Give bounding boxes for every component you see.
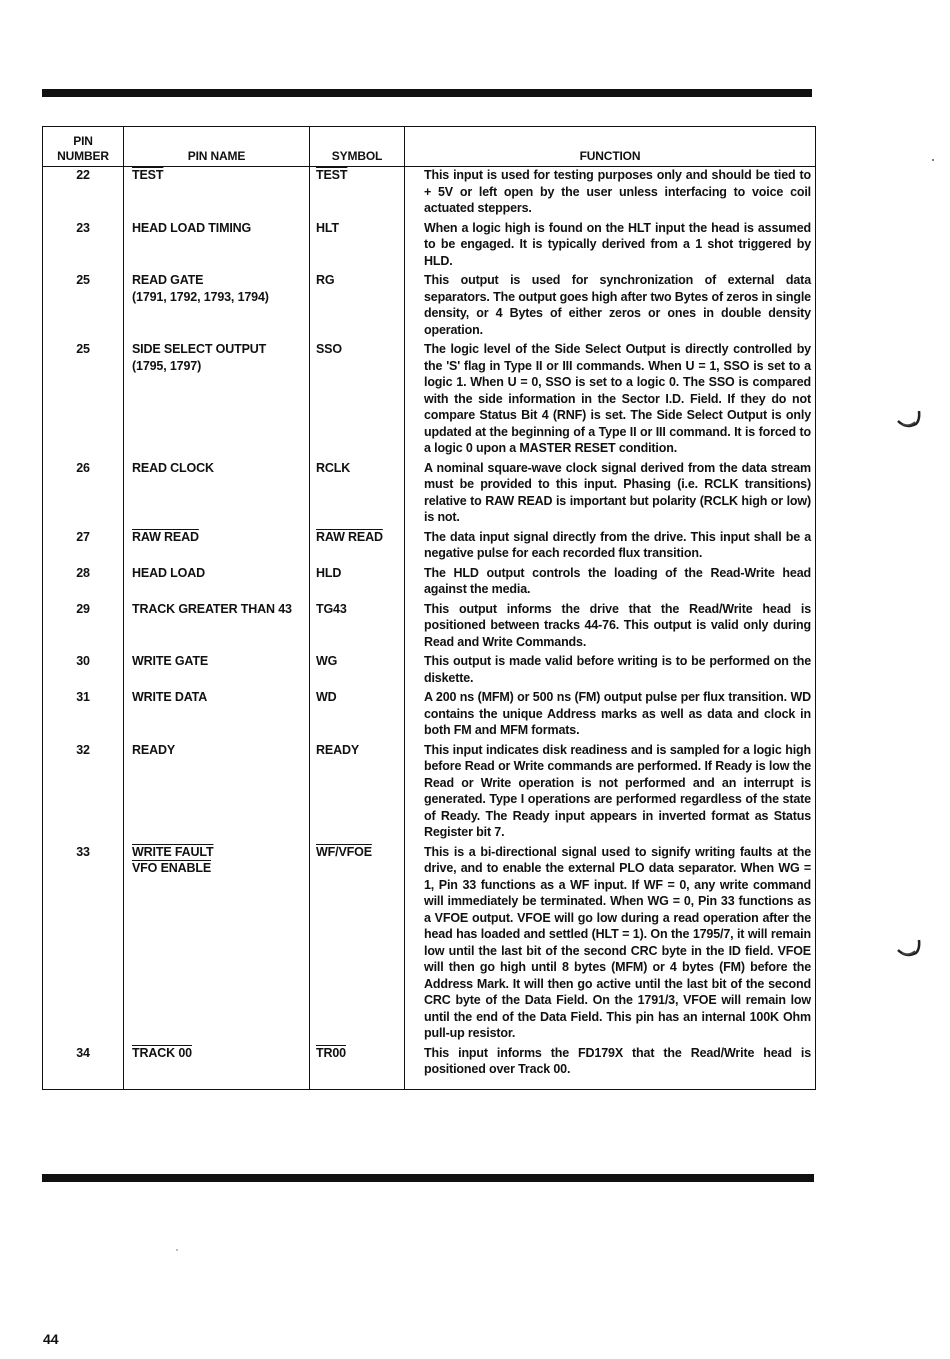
table-row xyxy=(43,167,816,220)
table-row xyxy=(43,341,816,460)
table-row xyxy=(43,220,816,273)
pin-symbol: WG xyxy=(310,653,405,689)
top-rule xyxy=(42,89,812,97)
pin-name xyxy=(124,601,310,654)
pin-number: 27 xyxy=(43,529,124,565)
pin-symbol: WD xyxy=(310,689,405,742)
pin-symbol: SSO xyxy=(310,341,405,460)
pin-name-line: RAW READ xyxy=(132,529,199,544)
pin-name-line: SIDE SELECT OUTPUT xyxy=(132,342,267,356)
pin-function: This input informs the FD179X that the Read/Write head is positioned over Track 00. xyxy=(405,1045,816,1090)
pin-number: 23 xyxy=(43,220,124,273)
pin-symbol: RCLK xyxy=(310,460,405,529)
pin-name-line: WRITE FAULT xyxy=(132,844,214,859)
table-row xyxy=(43,653,816,689)
binding-mark-icon xyxy=(896,934,922,960)
table-row xyxy=(43,565,816,601)
pin-name-line: READ CLOCK xyxy=(132,460,214,475)
table-row xyxy=(43,1045,816,1090)
table-row xyxy=(43,601,816,654)
pin-number: 22 xyxy=(43,167,124,220)
pin-number: 31 xyxy=(43,689,124,742)
pin-name-line: (1795, 1797) xyxy=(132,358,202,373)
pin-name xyxy=(124,565,310,601)
pin-name xyxy=(124,341,310,460)
header-symbol: SYMBOL xyxy=(310,127,405,167)
pin-function: This output is made valid before writing is to be performed on the diskette. xyxy=(405,653,816,689)
speck-mark xyxy=(176,1249,178,1251)
pin-symbol: RG xyxy=(310,272,405,341)
pin-number: 28 xyxy=(43,565,124,601)
table-row xyxy=(43,272,816,341)
pin-symbol: HLT xyxy=(310,220,405,273)
pin-name-line: WRITE GATE xyxy=(132,654,209,668)
pin-name-line: READ GATE xyxy=(132,273,204,287)
pin-function: The logic level of the Side Select Output is directly controlled by the 'S' flag in Type II or III commands. When U = 1, SSO is set to a logic 1. When U = 0, SSO is set to a logic 0. The SSO is compared with the side information in the Sector I.D. Field. If they do not compare Status Bit 4 (RNF) is set. The Side Select Output is only updated at the beginning of a Type II or III command. It is forced to a logic 0 upon a MASTER RESET condition. xyxy=(405,341,816,460)
pin-name-line: HEAD LOAD TIMING xyxy=(132,220,252,235)
table-row xyxy=(43,460,816,529)
table-row xyxy=(43,742,816,844)
binding-mark-icon xyxy=(896,405,922,431)
pin-name xyxy=(124,742,310,844)
pin-name-line: TEST xyxy=(132,168,164,182)
pin-number: 33 xyxy=(43,844,124,1045)
pin-name xyxy=(124,689,310,742)
pin-name-line: TRACK GREATER THAN 43 xyxy=(132,601,292,616)
pin-name-line: READY xyxy=(132,742,176,757)
pin-symbol: WF/VFOE xyxy=(310,844,405,1045)
pin-symbol: TG43 xyxy=(310,601,405,654)
pin-name xyxy=(124,653,310,689)
table-header-row xyxy=(43,127,816,167)
pin-name-line: VFO ENABLE xyxy=(132,861,212,875)
table-row xyxy=(43,844,816,1045)
header-pin-number-line2: NUMBER xyxy=(57,149,109,163)
pin-name-line: TRACK 00 xyxy=(132,1045,192,1060)
pin-function: The HLD output controls the loading of the Read-Write head against the media. xyxy=(405,565,816,601)
pin-number: 32 xyxy=(43,742,124,844)
pin-number: 34 xyxy=(43,1045,124,1090)
pin-number: 30 xyxy=(43,653,124,689)
pin-name xyxy=(124,460,310,529)
table-row xyxy=(43,689,816,742)
header-pin-number-line1: PIN xyxy=(73,134,93,148)
table-row xyxy=(43,529,816,565)
pin-symbol: TR00 xyxy=(310,1045,405,1090)
pin-function: This output is used for synchronization of external data separators. The output goes high after two Bytes of zeros in single density, or 4 Bytes of either zeros or ones in double density operation. xyxy=(405,272,816,341)
pin-name xyxy=(124,1045,310,1090)
pin-symbol: TEST xyxy=(310,167,405,220)
pin-function: This output informs the drive that the Read/Write head is positioned between tracks 44-76. This output is valid only during Read and Write Commands. xyxy=(405,601,816,654)
pin-symbol: RAW READ xyxy=(310,529,405,565)
pin-name xyxy=(124,844,310,1045)
pin-function: This input is used for testing purposes only and should be tied to + 5V or left open by the user unless interfacing to voice coil actuated steppers. xyxy=(405,167,816,220)
pin-symbol: HLD xyxy=(310,565,405,601)
page-number: 44 xyxy=(43,1331,59,1347)
pin-name xyxy=(124,220,310,273)
table-body xyxy=(43,167,816,1090)
pin-number: 25 xyxy=(43,341,124,460)
pin-number: 25 xyxy=(43,272,124,341)
speck-mark xyxy=(932,159,934,161)
pin-function: This is a bi-directional signal used to signify writing faults at the drive, and to enable the external PLO data separator. When WG = 1, Pin 33 functions as a WF input. If WF = 0, any write command will immediately be terminated. When WG = 0, Pin 33 functions as a VFOE output. VFOE will go low during a read operation after the head has loaded and settled (HLT = 1). On the 1795/7, it will remain low until the last bit of the second CRC byte in the ID field. VFOE will then go high until 8 bytes (MFM) or 4 bytes (FM) before the Address Mark. It will then go active until the last bit of the second CRC byte of the Data Field. On the 1791/3, VFOE will remain low until the end of the Data Field. This pin has an internal 100K Ohm pull-up resistor. xyxy=(405,844,816,1045)
pin-name-line: (1791, 1792, 1793, 1794) xyxy=(132,289,269,304)
pin-name-line: WRITE DATA xyxy=(132,690,208,704)
bottom-rule xyxy=(42,1174,814,1182)
pin-function: This input indicates disk readiness and is sampled for a logic high before Read or Write commands are performed. If Ready is low the Read or Write operation is not performed and an interrupt is generated. Type I operations are performed regardless of the state of Ready. The Ready input appears in inverted format as Status Register bit 7. xyxy=(405,742,816,844)
pin-symbol: READY xyxy=(310,742,405,844)
header-pin-number xyxy=(43,127,124,167)
pin-name xyxy=(124,167,310,220)
pin-number: 26 xyxy=(43,460,124,529)
pin-function: When a logic high is found on the HLT input the head is assumed to be engaged. It is typically derived from a 1 shot triggered by HLD. xyxy=(405,220,816,273)
pin-name xyxy=(124,272,310,341)
header-pin-name: PIN NAME xyxy=(124,127,310,167)
pin-function: A 200 ns (MFM) or 500 ns (FM) output pulse per flux transition. WD contains the unique Address marks as well as data and clock in both FM and MFM formats. xyxy=(405,689,816,742)
pin-function: The data input signal directly from the drive. This input shall be a negative pulse for each recorded flux transition. xyxy=(405,529,816,565)
header-function: FUNCTION xyxy=(405,127,816,167)
pin-name xyxy=(124,529,310,565)
pin-number: 29 xyxy=(43,601,124,654)
pin-description-table xyxy=(42,126,816,1090)
pin-name-line: HEAD LOAD xyxy=(132,565,205,580)
pin-function: A nominal square-wave clock signal derived from the data stream must be provided to this input. Phasing (i.e. RCLK transitions) relative to RAW READ is important but polarity (RCLK high or low) is not. xyxy=(405,460,816,529)
